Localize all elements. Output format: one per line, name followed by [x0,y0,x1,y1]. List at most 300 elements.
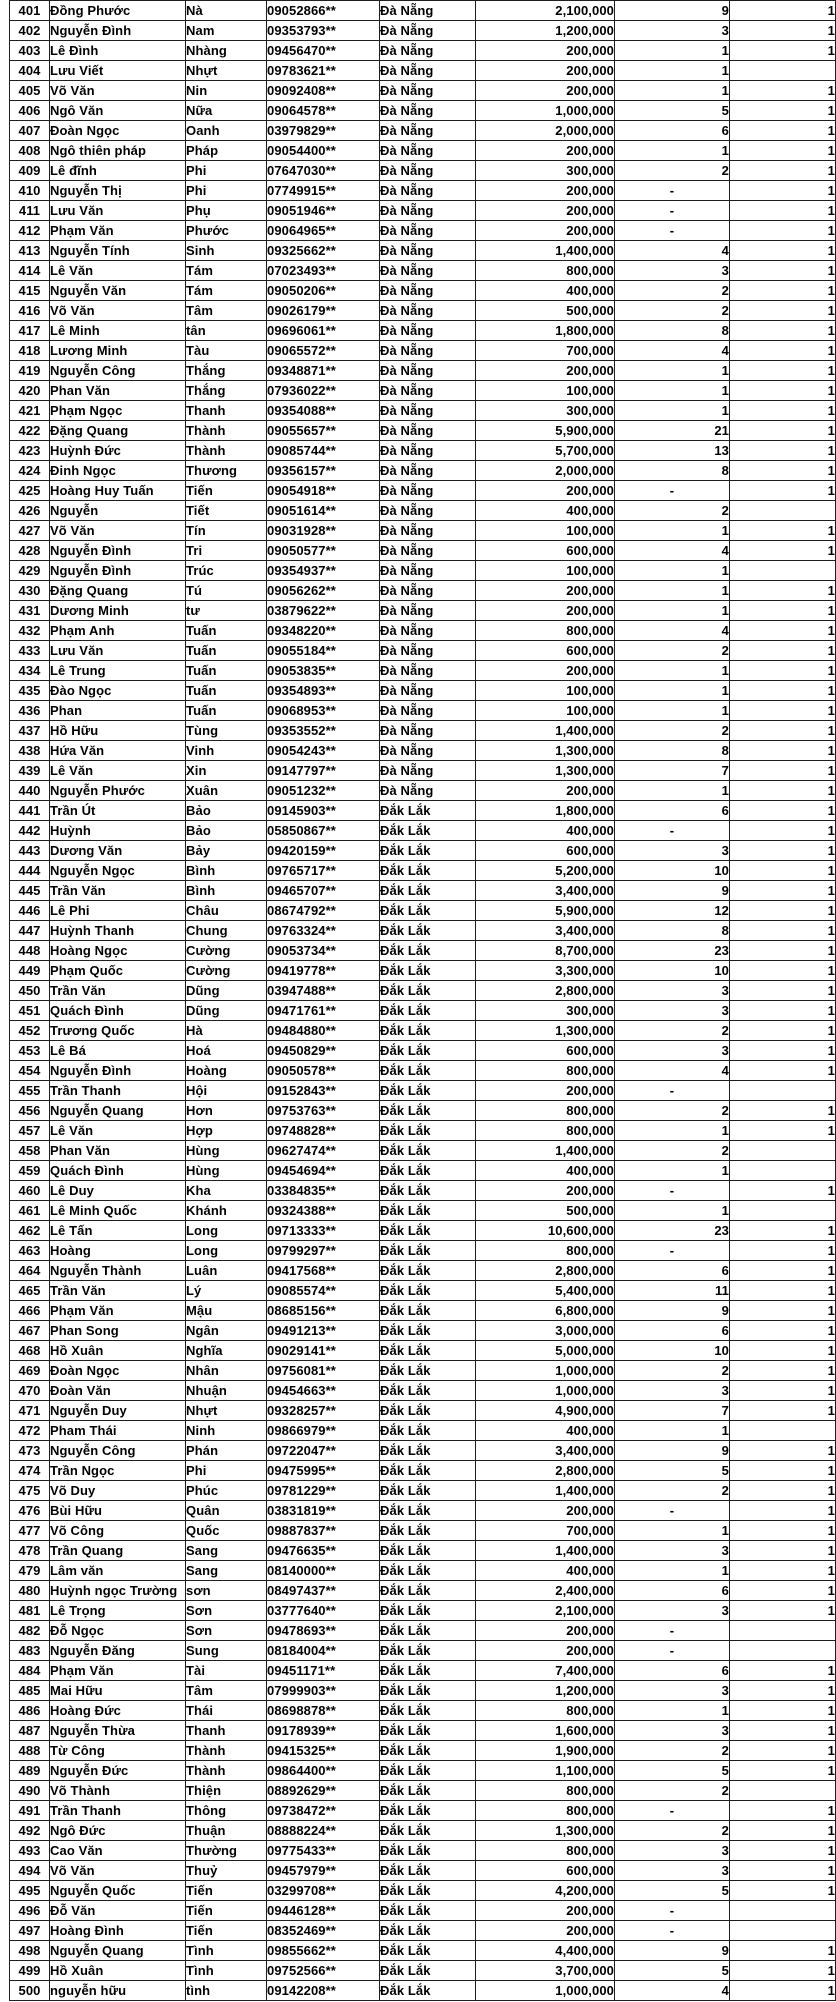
given-name-cell[interactable]: Thiện [186,1781,267,1801]
phone-cell[interactable]: 09456470** [267,41,380,61]
flag-cell[interactable]: 1 [730,841,836,861]
amount-cell[interactable]: 600,000 [476,541,615,561]
flag-cell[interactable]: 1 [730,721,836,741]
family-name-cell[interactable]: Lê Trung [50,661,186,681]
family-name-cell[interactable]: Mai Hữu [50,1681,186,1701]
phone-cell[interactable]: 09325662** [267,241,380,261]
count-cell[interactable]: 1 [615,1161,730,1181]
province-cell[interactable]: Đà Nẵng [380,641,476,661]
row-number-cell[interactable]: 407 [10,121,50,141]
row-number-cell[interactable]: 486 [10,1701,50,1721]
count-cell[interactable]: 2 [615,1101,730,1121]
amount-cell[interactable]: 1,200,000 [476,1681,615,1701]
row-number-cell[interactable]: 477 [10,1521,50,1541]
row-number-cell[interactable]: 416 [10,301,50,321]
amount-cell[interactable]: 7,400,000 [476,1661,615,1681]
given-name-cell[interactable]: Bảy [186,841,267,861]
phone-cell[interactable]: 09354088** [267,401,380,421]
province-cell[interactable]: Đà Nẵng [380,601,476,621]
province-cell[interactable]: Đà Nẵng [380,41,476,61]
count-cell[interactable]: 1 [615,521,730,541]
flag-cell[interactable]: 1 [730,1041,836,1061]
count-cell[interactable]: 2 [615,501,730,521]
row-number-cell[interactable]: 411 [10,201,50,221]
flag-cell[interactable]: 1 [730,681,836,701]
count-cell[interactable]: 2 [615,1781,730,1801]
row-number-cell[interactable]: 412 [10,221,50,241]
row-number-cell[interactable]: 463 [10,1241,50,1261]
count-cell[interactable]: 3 [615,841,730,861]
phone-cell[interactable]: 03879622** [267,601,380,621]
amount-cell[interactable]: 200,000 [476,61,615,81]
family-name-cell[interactable]: Nguyễn Đình [50,1061,186,1081]
province-cell[interactable]: Đắk Lắk [380,1341,476,1361]
amount-cell[interactable]: 1,000,000 [476,1381,615,1401]
province-cell[interactable]: Đắk Lắk [380,1801,476,1821]
province-cell[interactable]: Đắk Lắk [380,1961,476,1981]
phone-cell[interactable]: 05850867** [267,821,380,841]
province-cell[interactable]: Đắk Lắk [380,981,476,1001]
amount-cell[interactable]: 200,000 [476,201,615,221]
count-cell[interactable]: 7 [615,1401,730,1421]
flag-cell[interactable] [730,1781,836,1801]
row-number-cell[interactable]: 491 [10,1801,50,1821]
count-cell[interactable]: - [615,1921,730,1941]
row-number-cell[interactable]: 433 [10,641,50,661]
count-cell[interactable]: 3 [615,261,730,281]
flag-cell[interactable]: 1 [730,861,836,881]
province-cell[interactable]: Đắk Lắk [380,1821,476,1841]
row-number-cell[interactable]: 404 [10,61,50,81]
given-name-cell[interactable]: Hợp [186,1121,267,1141]
flag-cell[interactable]: 1 [730,341,836,361]
phone-cell[interactable]: 09781229** [267,1481,380,1501]
family-name-cell[interactable]: Phan Văn [50,1141,186,1161]
family-name-cell[interactable]: Lê Duy [50,1181,186,1201]
phone-cell[interactable]: 09328257** [267,1401,380,1421]
flag-cell[interactable]: 1 [730,1461,836,1481]
province-cell[interactable]: Đắk Lắk [380,1041,476,1061]
flag-cell[interactable]: 1 [730,1261,836,1281]
given-name-cell[interactable]: Thắng [186,361,267,381]
count-cell[interactable]: 6 [615,801,730,821]
row-number-cell[interactable]: 415 [10,281,50,301]
row-number-cell[interactable]: 462 [10,1221,50,1241]
province-cell[interactable]: Đà Nẵng [380,241,476,261]
row-number-cell[interactable]: 492 [10,1821,50,1841]
amount-cell[interactable]: 400,000 [476,1421,615,1441]
phone-cell[interactable]: 09050578** [267,1061,380,1081]
phone-cell[interactable]: 09763324** [267,921,380,941]
count-cell[interactable]: 2 [615,721,730,741]
given-name-cell[interactable]: Thông [186,1801,267,1821]
count-cell[interactable]: 11 [615,1281,730,1301]
given-name-cell[interactable]: Hoá [186,1041,267,1061]
amount-cell[interactable]: 1,900,000 [476,1741,615,1761]
row-number-cell[interactable]: 430 [10,581,50,601]
province-cell[interactable]: Đà Nẵng [380,181,476,201]
given-name-cell[interactable]: tình [186,1981,267,2001]
flag-cell[interactable]: 1 [730,261,836,281]
province-cell[interactable]: Đắk Lắk [380,1141,476,1161]
province-cell[interactable]: Đắk Lắk [380,1761,476,1781]
phone-cell[interactable]: 09178939** [267,1721,380,1741]
flag-cell[interactable]: 1 [730,921,836,941]
flag-cell[interactable]: 1 [730,1541,836,1561]
flag-cell[interactable]: 1 [730,121,836,141]
flag-cell[interactable]: 1 [730,1561,836,1581]
flag-cell[interactable]: 1 [730,1321,836,1341]
count-cell[interactable]: 3 [615,1001,730,1021]
flag-cell[interactable]: 1 [730,481,836,501]
given-name-cell[interactable]: Sung [186,1641,267,1661]
province-cell[interactable]: Đắk Lắk [380,1581,476,1601]
family-name-cell[interactable]: Đặng Quang [50,581,186,601]
amount-cell[interactable]: 1,800,000 [476,321,615,341]
phone-cell[interactable]: 09454694** [267,1161,380,1181]
province-cell[interactable]: Đắk Lắk [380,1441,476,1461]
flag-cell[interactable]: 1 [730,1121,836,1141]
amount-cell[interactable]: 400,000 [476,1561,615,1581]
province-cell[interactable]: Đắk Lắk [380,821,476,841]
phone-cell[interactable]: 09354937** [267,561,380,581]
count-cell[interactable]: 3 [615,1541,730,1561]
amount-cell[interactable]: 1,300,000 [476,1021,615,1041]
province-cell[interactable]: Đà Nẵng [380,281,476,301]
count-cell[interactable]: - [615,201,730,221]
family-name-cell[interactable]: Lâm văn [50,1561,186,1581]
family-name-cell[interactable]: Lê Văn [50,761,186,781]
row-number-cell[interactable]: 402 [10,21,50,41]
family-name-cell[interactable]: Quách Đình [50,1001,186,1021]
family-name-cell[interactable]: Lê Minh Quốc [50,1201,186,1221]
count-cell[interactable]: 5 [615,1961,730,1981]
count-cell[interactable]: 1 [615,381,730,401]
row-number-cell[interactable]: 429 [10,561,50,581]
family-name-cell[interactable]: Trần Quang [50,1541,186,1561]
row-number-cell[interactable]: 418 [10,341,50,361]
count-cell[interactable]: 1 [615,1121,730,1141]
flag-cell[interactable]: 1 [730,1601,836,1621]
row-number-cell[interactable]: 408 [10,141,50,161]
family-name-cell[interactable]: Đoàn Văn [50,1381,186,1401]
count-cell[interactable]: 2 [615,641,730,661]
count-cell[interactable]: 1 [615,1561,730,1581]
family-name-cell[interactable]: Phan Song [50,1321,186,1341]
flag-cell[interactable] [730,1421,836,1441]
given-name-cell[interactable]: Hơn [186,1101,267,1121]
family-name-cell[interactable]: Hồ Xuân [50,1341,186,1361]
row-number-cell[interactable]: 454 [10,1061,50,1081]
province-cell[interactable]: Đắk Lắk [380,1261,476,1281]
flag-cell[interactable]: 1 [730,701,836,721]
given-name-cell[interactable]: Phụ [186,201,267,221]
count-cell[interactable]: 4 [615,1061,730,1081]
flag-cell[interactable]: 1 [730,581,836,601]
province-cell[interactable]: Đắk Lắk [380,1001,476,1021]
family-name-cell[interactable]: Lê đĩnh [50,161,186,181]
province-cell[interactable]: Đà Nẵng [380,561,476,581]
count-cell[interactable]: 23 [615,941,730,961]
count-cell[interactable]: 10 [615,861,730,881]
given-name-cell[interactable]: Hùng [186,1141,267,1161]
flag-cell[interactable]: 1 [730,1801,836,1821]
province-cell[interactable]: Đà Nẵng [380,141,476,161]
province-cell[interactable]: Đà Nẵng [380,161,476,181]
flag-cell[interactable]: 1 [730,1721,836,1741]
amount-cell[interactable]: 5,700,000 [476,441,615,461]
amount-cell[interactable]: 100,000 [476,521,615,541]
given-name-cell[interactable]: Tuấn [186,661,267,681]
amount-cell[interactable]: 1,400,000 [476,1541,615,1561]
family-name-cell[interactable]: Cao Văn [50,1841,186,1861]
family-name-cell[interactable]: Dương Văn [50,841,186,861]
phone-cell[interactable]: 08888224** [267,1821,380,1841]
amount-cell[interactable]: 200,000 [476,601,615,621]
province-cell[interactable]: Đà Nẵng [380,221,476,241]
flag-cell[interactable]: 1 [730,661,836,681]
row-number-cell[interactable]: 441 [10,801,50,821]
flag-cell[interactable]: 1 [730,161,836,181]
count-cell[interactable]: 12 [615,901,730,921]
phone-cell[interactable]: 09855662** [267,1941,380,1961]
count-cell[interactable]: 1 [615,361,730,381]
flag-cell[interactable]: 1 [730,1821,836,1841]
phone-cell[interactable]: 09752566** [267,1961,380,1981]
given-name-cell[interactable]: Tiết [186,501,267,521]
flag-cell[interactable]: 1 [730,281,836,301]
amount-cell[interactable]: 200,000 [476,361,615,381]
phone-cell[interactable]: 08892629** [267,1781,380,1801]
given-name-cell[interactable]: Hoàng [186,1061,267,1081]
row-number-cell[interactable]: 434 [10,661,50,681]
flag-cell[interactable]: 1 [730,1341,836,1361]
flag-cell[interactable]: 1 [730,241,836,261]
phone-cell[interactable]: 09051232** [267,781,380,801]
flag-cell[interactable]: 1 [730,1761,836,1781]
amount-cell[interactable]: 1,300,000 [476,761,615,781]
phone-cell[interactable]: 07647030** [267,161,380,181]
phone-cell[interactable]: 09471761** [267,1001,380,1021]
given-name-cell[interactable]: Nhựt [186,61,267,81]
family-name-cell[interactable]: Lê Trọng [50,1601,186,1621]
phone-cell[interactable]: 09354893** [267,681,380,701]
row-number-cell[interactable]: 423 [10,441,50,461]
province-cell[interactable]: Đà Nẵng [380,101,476,121]
flag-cell[interactable]: 1 [730,1241,836,1261]
flag-cell[interactable]: 1 [730,601,836,621]
province-cell[interactable]: Đắk Lắk [380,901,476,921]
given-name-cell[interactable]: Pháp [186,141,267,161]
amount-cell[interactable]: 3,000,000 [476,1321,615,1341]
given-name-cell[interactable]: tư [186,601,267,621]
given-name-cell[interactable]: Tiến [186,481,267,501]
flag-cell[interactable]: 1 [730,761,836,781]
row-number-cell[interactable]: 448 [10,941,50,961]
flag-cell[interactable]: 1 [730,741,836,761]
province-cell[interactable]: Đắk Lắk [380,1201,476,1221]
phone-cell[interactable]: 09450829** [267,1041,380,1061]
given-name-cell[interactable]: Luân [186,1261,267,1281]
given-name-cell[interactable]: Thành [186,421,267,441]
row-number-cell[interactable]: 450 [10,981,50,1001]
amount-cell[interactable]: 1,800,000 [476,801,615,821]
family-name-cell[interactable]: Trương Quốc [50,1021,186,1041]
province-cell[interactable]: Đà Nẵng [380,681,476,701]
given-name-cell[interactable]: Phi [186,161,267,181]
family-name-cell[interactable]: Nguyễn Ngọc [50,861,186,881]
flag-cell[interactable]: 1 [730,201,836,221]
count-cell[interactable]: 1 [615,1701,730,1721]
province-cell[interactable]: Đắk Lắk [380,841,476,861]
flag-cell[interactable]: 1 [730,1961,836,1981]
given-name-cell[interactable]: Nhàng [186,41,267,61]
amount-cell[interactable]: 200,000 [476,41,615,61]
flag-cell[interactable]: 1 [730,821,836,841]
flag-cell[interactable]: 1 [730,461,836,481]
phone-cell[interactable]: 03947488** [267,981,380,1001]
row-number-cell[interactable]: 455 [10,1081,50,1101]
province-cell[interactable]: Đắk Lắk [380,1621,476,1641]
given-name-cell[interactable]: Nà [186,1,267,21]
row-number-cell[interactable]: 485 [10,1681,50,1701]
flag-cell[interactable]: 1 [730,41,836,61]
amount-cell[interactable]: 2,100,000 [476,1,615,21]
phone-cell[interactable]: 09696061** [267,321,380,341]
given-name-cell[interactable]: Ninh [186,1421,267,1441]
count-cell[interactable]: 3 [615,1041,730,1061]
province-cell[interactable]: Đà Nẵng [380,581,476,601]
flag-cell[interactable]: 1 [730,1441,836,1461]
flag-cell[interactable]: 1 [730,221,836,241]
family-name-cell[interactable]: Quách Đình [50,1161,186,1181]
province-cell[interactable]: Đắk Lắk [380,1901,476,1921]
amount-cell[interactable]: 800,000 [476,1781,615,1801]
family-name-cell[interactable]: Hoàng Đình [50,1921,186,1941]
count-cell[interactable]: 6 [615,1321,730,1341]
amount-cell[interactable]: 600,000 [476,841,615,861]
given-name-cell[interactable]: Thái [186,1701,267,1721]
amount-cell[interactable]: 300,000 [476,1001,615,1021]
count-cell[interactable]: 1 [615,661,730,681]
row-number-cell[interactable]: 459 [10,1161,50,1181]
province-cell[interactable]: Đắk Lắk [380,1701,476,1721]
count-cell[interactable]: - [615,181,730,201]
given-name-cell[interactable]: Tuấn [186,621,267,641]
count-cell[interactable]: 4 [615,241,730,261]
amount-cell[interactable]: 800,000 [476,621,615,641]
given-name-cell[interactable]: Xin [186,761,267,781]
row-number-cell[interactable]: 446 [10,901,50,921]
amount-cell[interactable]: 500,000 [476,301,615,321]
amount-cell[interactable]: 800,000 [476,1701,615,1721]
row-number-cell[interactable]: 447 [10,921,50,941]
family-name-cell[interactable]: Huỳnh Thanh [50,921,186,941]
family-name-cell[interactable]: Trần Văn [50,981,186,1001]
count-cell[interactable]: - [615,821,730,841]
flag-cell[interactable]: 1 [730,901,836,921]
province-cell[interactable]: Đà Nẵng [380,741,476,761]
row-number-cell[interactable]: 426 [10,501,50,521]
row-number-cell[interactable]: 449 [10,961,50,981]
row-number-cell[interactable]: 428 [10,541,50,561]
amount-cell[interactable]: 800,000 [476,1121,615,1141]
given-name-cell[interactable]: Tình [186,1941,267,1961]
row-number-cell[interactable]: 460 [10,1181,50,1201]
amount-cell[interactable]: 5,400,000 [476,1281,615,1301]
family-name-cell[interactable]: Đặng Quang [50,421,186,441]
family-name-cell[interactable]: Nguyễn Quốc [50,1881,186,1901]
given-name-cell[interactable]: Tiến [186,1921,267,1941]
amount-cell[interactable]: 5,000,000 [476,1341,615,1361]
row-number-cell[interactable]: 469 [10,1361,50,1381]
count-cell[interactable]: - [615,1801,730,1821]
amount-cell[interactable]: 1,200,000 [476,21,615,41]
given-name-cell[interactable]: Tín [186,521,267,541]
family-name-cell[interactable]: Hứa Văn [50,741,186,761]
row-number-cell[interactable]: 468 [10,1341,50,1361]
phone-cell[interactable]: 03384835** [267,1181,380,1201]
given-name-cell[interactable]: Hà [186,1021,267,1041]
family-name-cell[interactable]: Võ Văn [50,301,186,321]
province-cell[interactable]: Đà Nẵng [380,701,476,721]
count-cell[interactable]: 1 [615,1521,730,1541]
count-cell[interactable]: 9 [615,881,730,901]
flag-cell[interactable]: 1 [730,1581,836,1601]
family-name-cell[interactable]: Bùi Hữu [50,1501,186,1521]
phone-cell[interactable]: 09053835** [267,661,380,681]
count-cell[interactable]: 9 [615,1441,730,1461]
amount-cell[interactable]: 1,100,000 [476,1761,615,1781]
row-number-cell[interactable]: 419 [10,361,50,381]
phone-cell[interactable]: 07999903** [267,1681,380,1701]
row-number-cell[interactable]: 442 [10,821,50,841]
phone-cell[interactable]: 09085744** [267,441,380,461]
flag-cell[interactable]: 1 [730,1401,836,1421]
province-cell[interactable]: Đà Nẵng [380,361,476,381]
amount-cell[interactable]: 4,900,000 [476,1401,615,1421]
given-name-cell[interactable]: Tuấn [186,701,267,721]
family-name-cell[interactable]: Trần Út [50,801,186,821]
family-name-cell[interactable]: Pham Thái [50,1421,186,1441]
phone-cell[interactable]: 09799297** [267,1241,380,1261]
province-cell[interactable]: Đắk Lắk [380,1921,476,1941]
family-name-cell[interactable]: Đinh Ngọc [50,461,186,481]
province-cell[interactable]: Đắk Lắk [380,1981,476,2001]
given-name-cell[interactable]: Khánh [186,1201,267,1221]
amount-cell[interactable]: 1,300,000 [476,1821,615,1841]
family-name-cell[interactable]: Nguyễn Đình [50,561,186,581]
count-cell[interactable]: 3 [615,21,730,41]
phone-cell[interactable]: 09753763** [267,1101,380,1121]
row-number-cell[interactable]: 464 [10,1261,50,1281]
given-name-cell[interactable]: Nhuận [186,1381,267,1401]
flag-cell[interactable]: 1 [730,981,836,1001]
count-cell[interactable]: 3 [615,1681,730,1701]
phone-cell[interactable]: 09053734** [267,941,380,961]
count-cell[interactable]: - [615,1641,730,1661]
amount-cell[interactable]: 1,000,000 [476,101,615,121]
province-cell[interactable]: Đà Nẵng [380,81,476,101]
phone-cell[interactable]: 09054400** [267,141,380,161]
province-cell[interactable]: Đà Nẵng [380,381,476,401]
phone-cell[interactable]: 09145903** [267,801,380,821]
amount-cell[interactable]: 1,400,000 [476,1481,615,1501]
row-number-cell[interactable]: 405 [10,81,50,101]
family-name-cell[interactable]: Đoàn Ngọc [50,1361,186,1381]
count-cell[interactable]: 3 [615,981,730,1001]
amount-cell[interactable]: 200,000 [476,141,615,161]
